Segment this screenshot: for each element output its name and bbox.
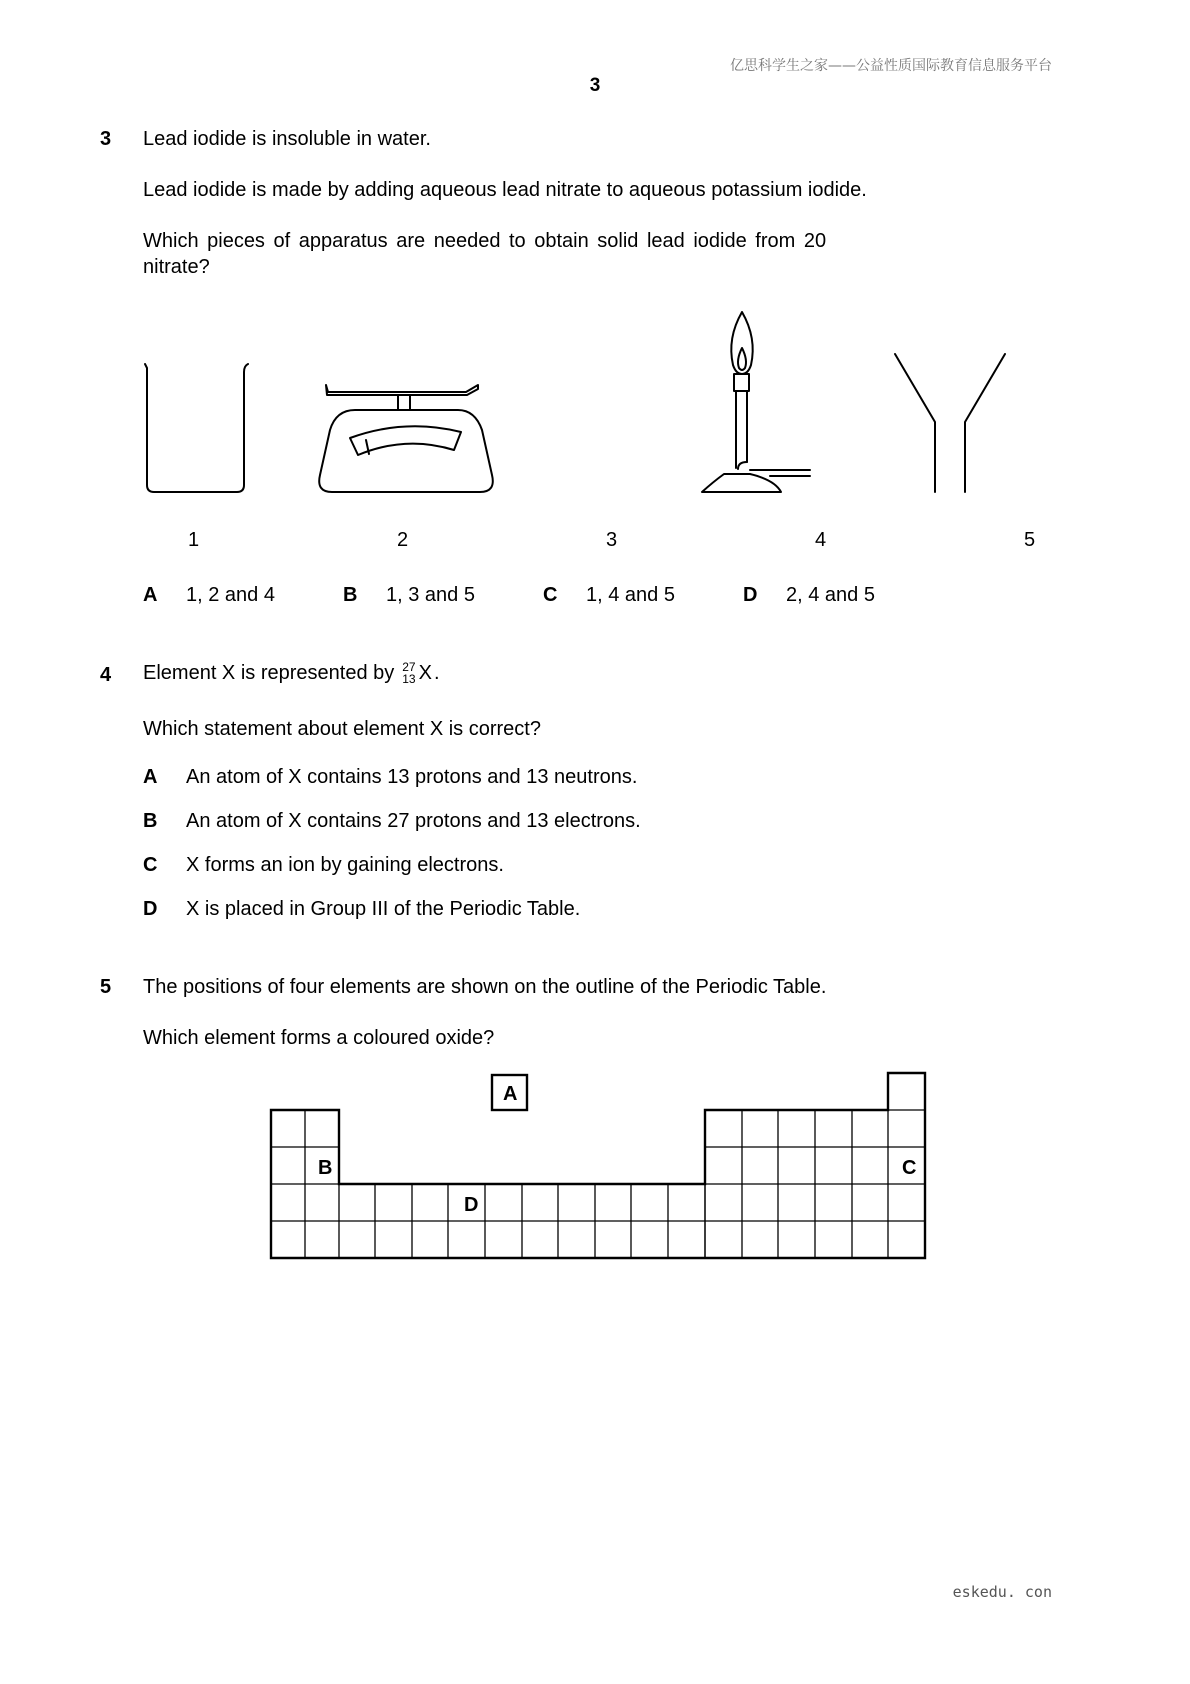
filter-funnel-icon xyxy=(895,354,1005,492)
q3-option-b-letter: B xyxy=(343,584,358,606)
q3-option-c-letter: C xyxy=(543,584,558,606)
question-3-line-3a: Which pieces of apparatus are needed to obtain solid lead iodide from 20 xyxy=(143,230,827,252)
periodic-table-outline xyxy=(265,1070,945,1270)
q4-option-b-letter: B xyxy=(143,810,158,832)
watermark-text: 亿思科学生之家——公益性质国际教育信息服务平台 xyxy=(730,58,1052,74)
q3-option-a-text: 1, 2 and 4 xyxy=(186,584,275,606)
question-5-line-1: The positions of four elements are shown on the outline of the Periodic Table. xyxy=(143,976,827,998)
q4-option-c-text: X forms an ion by gaining electrons. xyxy=(186,854,504,876)
table-label-a: A xyxy=(503,1083,518,1105)
q4-option-d-text: X is placed in Group III of the Periodic Table. xyxy=(186,898,581,920)
question-3-number: 3 xyxy=(100,128,112,150)
balance-icon xyxy=(319,385,493,492)
q3-option-b-text: 1, 3 and 5 xyxy=(386,584,475,606)
q4-option-b-text: An atom of X contains 27 protons and 13 electrons. xyxy=(186,810,641,832)
q3-option-c-text: 1, 4 and 5 xyxy=(586,584,675,606)
question-3-line-1: Lead iodide is insoluble in water. xyxy=(143,128,431,150)
q4-option-a-text: An atom of X contains 13 protons and 13 neutrons. xyxy=(186,766,638,788)
apparatus-label-5: 5 xyxy=(1024,529,1036,551)
q4-option-c-letter: C xyxy=(143,854,158,876)
footer-site: eskedu. con xyxy=(952,1583,1052,1601)
page-number: 3 xyxy=(589,75,601,96)
table-label-b: B xyxy=(318,1157,333,1179)
nuclide-notation xyxy=(402,661,415,685)
apparatus-label-3: 3 xyxy=(606,529,618,551)
question-4-number: 4 xyxy=(100,664,112,686)
table-label-c: C xyxy=(902,1157,917,1179)
beaker-icon xyxy=(145,364,248,492)
q4-option-a-letter: A xyxy=(143,766,158,788)
q4-option-d-letter: D xyxy=(143,898,158,920)
q3-option-d-text: 2, 4 and 5 xyxy=(786,584,875,606)
q3-option-d-letter: D xyxy=(743,584,758,606)
element-symbol: X xyxy=(418,662,432,684)
question-5-line-2: Which element forms a coloured oxide? xyxy=(143,1027,495,1049)
q3-option-a-letter: A xyxy=(143,584,158,606)
apparatus-label-4: 4 xyxy=(815,529,827,551)
apparatus-diagram xyxy=(130,300,1070,500)
table-label-d: D xyxy=(464,1194,479,1216)
atomic-number: 13 xyxy=(402,672,416,686)
question-3-line-2: Lead iodide is made by adding aqueous lead nitrate to aqueous potassium iodide. xyxy=(143,179,867,201)
q4-stem-prefix: Element X is represented by xyxy=(143,662,395,684)
question-5-number: 5 xyxy=(100,976,112,998)
question-4-stem xyxy=(143,656,440,690)
apparatus-label-1: 1 xyxy=(188,529,200,551)
apparatus-label-2: 2 xyxy=(397,529,409,551)
question-3-line-3b: nitrate? xyxy=(143,256,210,278)
question-4-prompt: Which statement about element X is correct? xyxy=(143,718,541,740)
q4-stem-suffix: . xyxy=(433,662,440,684)
bunsen-burner-icon xyxy=(702,312,810,492)
mass-number: 27 xyxy=(402,660,416,674)
